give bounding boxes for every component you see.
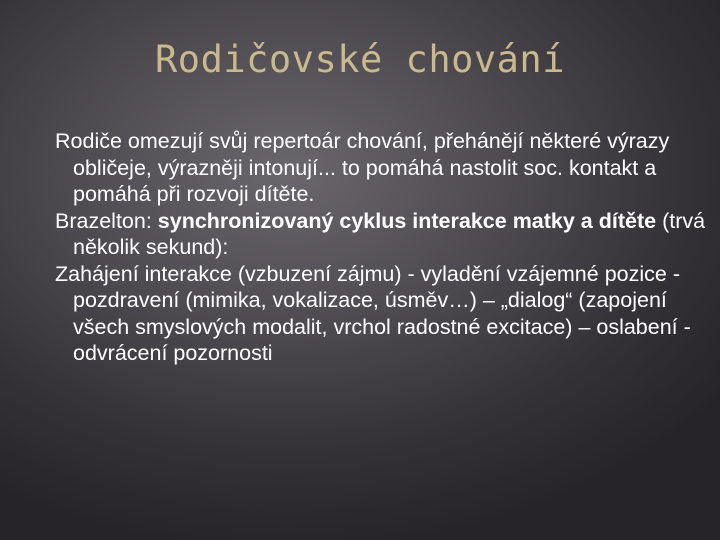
paragraph-rodice: Rodiče omezují svůj repertoár chování, přehánějí některé výrazy obličeje, výrazněji intonují... to pomáhá nastolit soc. kontakt a pomáhá při rozvoji dítěte. <box>55 129 670 206</box>
brazelton-prefix: Brazelton: <box>55 208 158 233</box>
brazelton-suffix: (trvá několik sekund): <box>73 208 706 259</box>
slide-body <box>55 128 715 367</box>
slide-title: Rodičovské chování <box>155 38 565 81</box>
brazelton-highlight: synchronizovaný cyklus interakce matky a dítěte <box>157 208 657 233</box>
paragraph-brazelton <box>55 208 715 261</box>
paragraph-interaction-sequence: Zahájení interakce (vzbuzení zájmu) - vyladění vzájemné pozice - pozdravení (mimika, vokalizace, úsměv…) – „dialog“ (zapojení všech smyslových modalit, vrchol radostné excitace) – oslabení - odvrácení pozornosti <box>55 261 691 365</box>
